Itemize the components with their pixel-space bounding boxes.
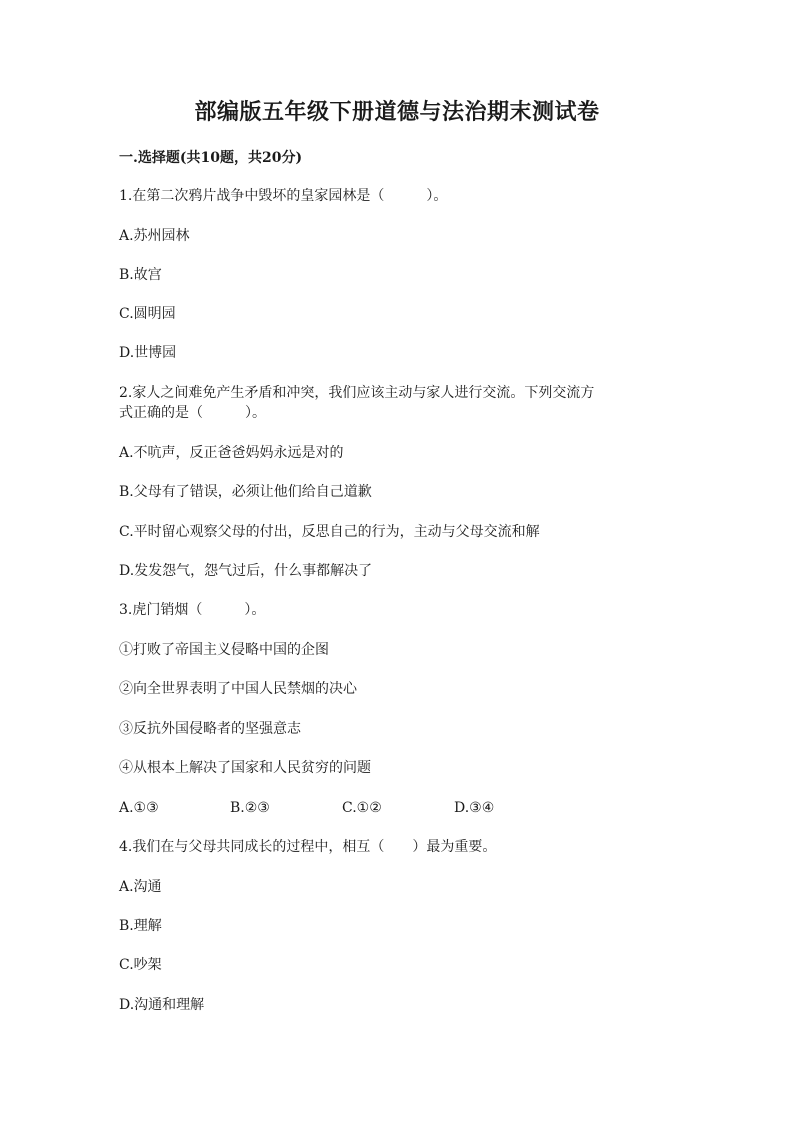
question-1-option-c: C.圆明园 [119,306,176,322]
question-3-option-a: A.①③ [119,800,159,816]
question-4-stem: 4.我们在与父母共同成长的过程中，相互（ ）最为重要。 [119,839,497,855]
question-3-option-c: C.①② [342,800,382,816]
question-1-option-a: A.苏州园林 [119,228,190,244]
question-2-stem-line-1: 2.家人之间难免产生矛盾和冲突，我们应该主动与家人进行交流。下列交流方 [119,385,595,401]
section-heading: 一.选择题(共10题，共20分) [119,150,303,166]
question-2-option-c: C.平时留心观察父母的付出，反思自己的行为，主动与父母交流和解 [119,524,540,540]
question-1-option-b: B.故宫 [119,267,162,283]
question-1-option-d: D.世博园 [119,345,177,361]
question-2-option-a: A.不吭声，反正爸爸妈妈永远是对的 [119,445,344,461]
question-3-statement-4: ④从根本上解决了国家和人民贫穷的问题 [119,760,371,776]
question-1-stem: 1.在第二次鸦片战争中毁坏的皇家园林是（ ）。 [119,188,448,204]
question-3-statement-3: ③反抗外国侵略者的坚强意志 [119,721,301,737]
question-4-option-d: D.沟通和理解 [119,997,205,1013]
question-4-option-c: C.吵架 [119,957,162,973]
page-title: 部编版五年级下册道德与法治期末测试卷 [194,99,600,125]
question-3-option-b: B.②③ [230,800,270,816]
question-2-stem-line-2: 式正确的是（ ）。 [119,405,266,421]
question-2-option-b: B.父母有了错误，必须让他们给自己道歉 [119,484,372,500]
question-3-options-row [119,798,679,818]
question-3-stem: 3.虎门销烟（ ）。 [119,602,266,618]
question-3-statement-2: ②向全世界表明了中国人民禁烟的决心 [119,681,357,697]
question-3-option-d: D.③④ [454,800,495,816]
question-3-statement-1: ①打败了帝国主义侵略中国的企图 [119,642,329,658]
question-2-option-d: D.发发怨气，怨气过后，什么事都解决了 [119,563,373,579]
question-4-option-b: B.理解 [119,918,162,934]
question-4-option-a: A.沟通 [119,879,162,895]
